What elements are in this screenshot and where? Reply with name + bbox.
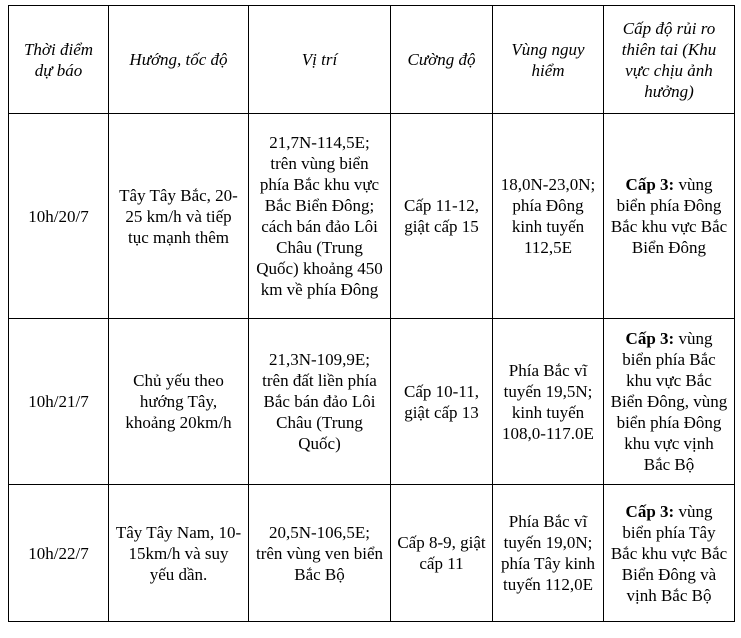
forecast-table	[8, 5, 735, 622]
risk-level-label: Cấp 3:	[625, 175, 675, 194]
risk-level-label: Cấp 3:	[625, 501, 675, 521]
cell-direction-speed: Chủ yếu theo hướng Tây, khoảng 20km/h	[109, 319, 249, 485]
cell-danger-zone: 18,0N-23,0N; phía Đông kinh tuyến 112,5E	[493, 114, 604, 319]
risk-level-text: vùng biển phía Bắc khu vực Bắc Biển Đông, vùng biển phía Đông khu vực vịnh Bắc Bộ	[610, 329, 728, 474]
cell-danger-zone: Phía Bắc vĩ tuyến 19,5N; kinh tuyến 108,0-117.0E	[493, 319, 604, 485]
header-row	[9, 6, 735, 114]
header-time: Thời điểm dự báo	[9, 6, 109, 114]
header-direction-speed: Hướng, tốc độ	[109, 6, 249, 114]
cell-time: 10h/21/7	[9, 319, 109, 485]
header-position: Vị trí	[249, 6, 391, 114]
cell-intensity: Cấp 8-9, giật cấp 11	[391, 485, 493, 622]
cell-intensity: Cấp 11-12, giật cấp 15	[391, 114, 493, 319]
header-risk-level: Cấp độ rủi ro thiên tai (Khu vực chịu ảnh hưởng)	[604, 6, 735, 114]
header-danger-zone: Vùng nguy hiểm	[493, 6, 604, 114]
cell-danger-zone: Phía Bắc vĩ tuyến 19,0N; phía Tây kinh tuyến 112,0E	[493, 485, 604, 622]
risk-level-text: vùng biển phía Đông Bắc khu vực Bắc Biển Đông	[610, 175, 728, 257]
cell-risk-level	[604, 319, 735, 485]
cell-position: 21,3N-109,9E; trên đất liền phía Bắc bán đảo Lôi Châu (Trung Quốc)	[249, 319, 391, 485]
cell-direction-speed: Tây Tây Nam, 10-15km/h và suy yếu dần.	[109, 485, 249, 622]
cell-position: 20,5N-106,5E; trên vùng ven biển Bắc Bộ	[249, 485, 391, 622]
cell-risk-level	[604, 485, 735, 622]
risk-level-label: Cấp 3:	[625, 329, 675, 348]
header-intensity: Cường độ	[391, 6, 493, 114]
risk-level-text: vùng biển phía Tây Bắc khu vực Bắc Biển Đông và vịnh Bắc Bộ	[610, 501, 728, 605]
table-row	[9, 485, 735, 622]
table-row	[9, 114, 735, 319]
cell-time: 10h/20/7	[9, 114, 109, 319]
cell-risk-level	[604, 114, 735, 319]
table-row	[9, 319, 735, 485]
cell-direction-speed: Tây Tây Bắc, 20-25 km/h và tiếp tục mạnh thêm	[109, 114, 249, 319]
cell-position: 21,7N-114,5E; trên vùng biển phía Bắc khu vực Bắc Biển Đông; cách bán đảo Lôi Châu (Trung Quốc) khoảng 450 km về phía Đông	[249, 114, 391, 319]
cell-intensity: Cấp 10-11, giật cấp 13	[391, 319, 493, 485]
cell-time: 10h/22/7	[9, 485, 109, 622]
